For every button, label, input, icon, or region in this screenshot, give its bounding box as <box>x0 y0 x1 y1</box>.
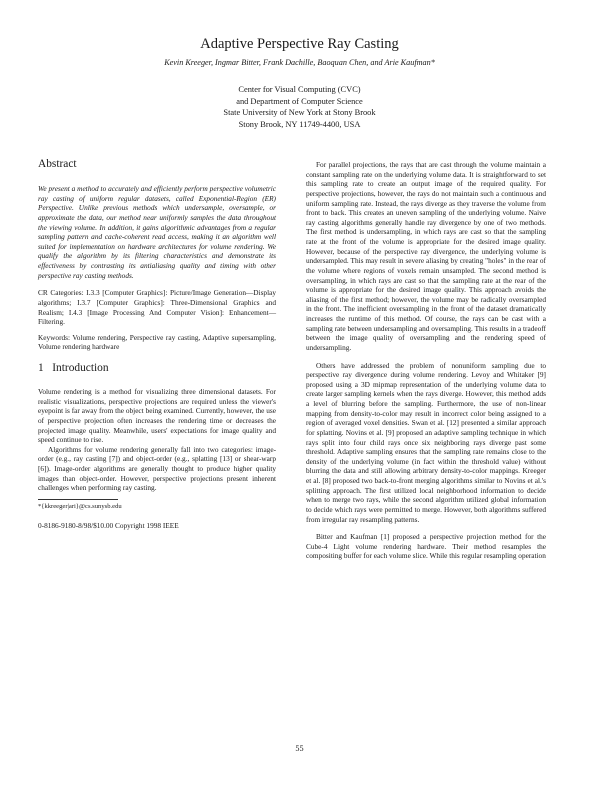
left-column <box>38 160 276 531</box>
affiliation-block <box>0 84 599 130</box>
footnote-divider <box>38 499 118 500</box>
affiliation-line: State University of New York at Stony Brook <box>223 108 376 118</box>
affiliation-line: Center for Visual Computing (CVC) <box>238 85 361 94</box>
keywords: Keywords: Volume rendering, Perspective ray casting, Adaptive supersampling, Volume rendering hardware <box>38 332 276 352</box>
body-paragraph: Volume rendering is a method for visualizing three dimensional datasets. For realistic visualizations, perspective projections are required unless the viewer's eyepoint is far away from the object being examined. Currently, however, the use of perspective projection often increases the rendering time or decreases the projected image quality. Meanwhile, users' expectations for image quality and speed continue to rise. <box>38 387 276 445</box>
abstract-heading: Abstract <box>38 158 77 170</box>
affiliation-line: and Department of Computer Science <box>236 96 363 106</box>
body-paragraph: For parallel projections, the rays that are cast through the volume maintain a constant sampling rate on the underlying volume data. It is straightforward to set this sampling rate to create an output image of the required quality. For perspective projections, however, the rays do not maintain such a continuous and uniform sampling rate. Instead, the rays diverge as they traverse the volume from front to back. This creates an uneven sampling of the underlying volume. Naive ray casting algorithms generally handle ray divergence by one of two methods. The first method is undersampling, in which rays are cast so that the sampling rate at the front of the volume is appropriate for the desired image quality. However, because of the perspective ray divergence, the underlying volume is undersampled. This may result in severe aliasing by creating "holes" in the rear of the volume where regions of voxels remain unsampled. The second method is oversampling, in which rays are cast so that the sampling rate at the rear of the volume is appropriate for the desired image quality. This approach avoids the aliasing of the first method; however, the volume may be radically oversampled in the front. The inefficient oversampling in the front of the dataset dramatically increases the runtime of this method. Of course, the rays can be cast with a sampling rate between undersampling and oversampling. This results in a tradeoff between the image quality of oversampling and the rendering speed of undersampling. <box>306 160 546 352</box>
affiliation-line: Stony Brook, NY 11749-4400, USA <box>238 119 361 129</box>
right-column <box>306 160 546 561</box>
page-number: 55 <box>295 744 304 753</box>
abstract-text: We present a method to accurately and efficiently perform perspective volumetric ray casting of uniform regular datasets, called Exponential-Region (ER) Perspective. Unlike previous methods which undersample, oversample, or approximate the data, our method near uniformly samples the data throughout the viewing volume. In addition, it gains algorithmic advantages from a regular sampling pattern and cache-coherent read access, making it an algorithm well suited for implementation on hardware architectures for volume rendering. We qualify the algorithm by its filtering characteristics and demonstrate its effectiveness by contrasting its antialiasing quality and timing with other perspective ray casting methods. <box>38 184 276 280</box>
cr-categories: CR Categories: I.3.3 [Computer Graphics]: Picture/Image Generation—Display algorithms; I.3.7 [Computer Graphics]: Three-Dimensional Graphics and Realism; I.4.3 [Image Processing And Computer Vision]: Enhancement—Filtering. <box>38 288 276 327</box>
section-number: 1 <box>38 362 44 374</box>
body-paragraph: Algorithms for volume rendering generally fall into two categories: image-order (e.g., ray casting [7]) and object-order (e.g., splatting [13] or shear-warp [6]). Image-order algorithms are generally thought to produce higher quality images than object-order. However, perspective projections present inherent challenges when performing ray casting. <box>38 444 276 493</box>
footnote: *{kkreeger|ari}@cs.sunysb.edu <box>38 502 122 510</box>
section-heading-introduction <box>38 364 276 387</box>
paper-title: Adaptive Perspective Ray Casting <box>200 36 399 52</box>
section-title: Introduction <box>52 362 109 374</box>
body-paragraph: Others have addressed the problem of nonuniform sampling due to perspective ray divergence during volume rendering. Levoy and Whitaker [9] proposed using a 3D mipmap representation of the underlying volume data to create larger sampling kernels when the rays diverge. However, this method adds a level of blurring before the sampling. Furthermore, the use of non-linear mapping from density-to-color may result in incorrect color being assigned to a region of averaged voxel densities. Swan et al. [12] presented a similar approach for splatting. Novins et al. [9] proposed an adaptive sampling technique in which rays split into four child rays once six neighboring rays diverge past some threshold. Adaptive sampling ensures that the sampling rate remains close to the density of the underlying volume (in fact within the threshold value) without blurring the data and still allowing arbitrary density-to-color mappings. Kreeger et al. [8] proposed two back-to-front merging algorithms similar to Novins et al.'s splitting approach. The first utilized local neighborhood information to decide when to merge two rays, while the second algorithm utilized global information to decide which rays were permitted to merge. However, both algorithms suffered from irregular ray resampling patterns. <box>306 360 546 524</box>
copyright-notice: 0-8186-9180-8/98/$10.00 Copyright 1998 IEEE <box>38 520 179 530</box>
author-list: Kevin Kreeger, Ingmar Bitter, Frank Dachille, Baoquan Chen, and Arie Kaufman* <box>164 58 435 67</box>
body-paragraph: Bitter and Kaufman [1] proposed a perspective projection method for the Cube-4 Light volume rendering hardware. Their method resamples the compositing buffer for each volume slice. While this regular resampling operation <box>306 532 546 561</box>
